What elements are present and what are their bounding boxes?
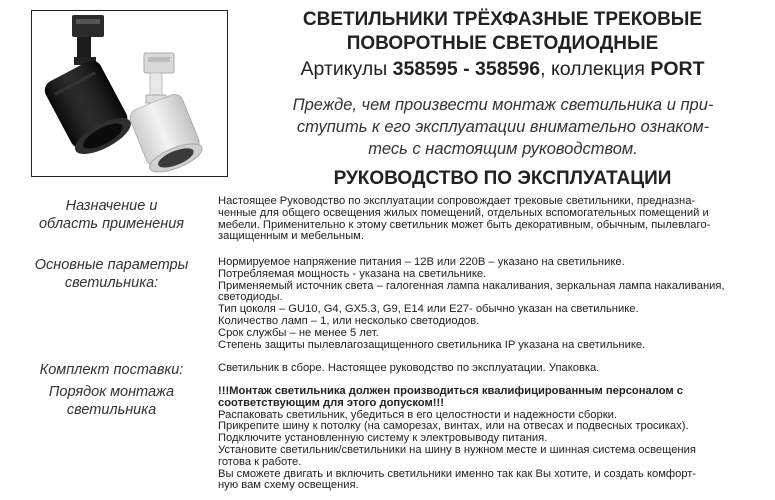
text-line: Количество ламп – 1, или несколько светодиодов.: [218, 314, 480, 327]
warning-line: Прежде, чем произвести монтаж светильника и при-: [292, 96, 714, 114]
safety-warning-line: соответствующим для этого допуском!!!: [218, 396, 444, 409]
text-line: мебели. Применительно к этому светильник может быть декоративным, обычным, пылевлаго-: [218, 218, 711, 231]
text-line: Нормируемое напряжение питания – 12В или 220В – указано на светильнике.: [218, 256, 625, 268]
text-line: Настоящее Руководство по эксплуатации сопровождает трековые светильники, предназна-: [218, 195, 696, 207]
warning-line: тесь с настоящим руководством.: [368, 140, 638, 158]
installation-label-line: Порядок монтажа: [48, 384, 175, 400]
articles-line: [235, 56, 770, 82]
package-text: [218, 363, 758, 375]
text-line: Прикрепите шину к потолку (на саморезах, винтах, или на отвесах и подвесных тросиках).: [218, 420, 689, 433]
parameters-label-line: Основные параметры: [34, 257, 189, 273]
text-line: Применяемый источник света – галогенная лампа накаливания, зеркальная лампа накаливания,: [218, 279, 725, 292]
purpose-label-line: Назначение и: [65, 198, 158, 214]
text-line: Потребляемая мощность - указана на светильнике.: [218, 267, 487, 280]
text-line: ченные для общего освещения жилых помещений, отдельных вспомогательных помещений и: [218, 206, 709, 219]
text-line: готова к работе.: [218, 455, 302, 468]
text-line: Подключите установленную систему к электровыводу питания.: [218, 432, 548, 445]
purpose-label-line: область применения: [38, 216, 185, 232]
warning-line: ступить к его эксплуатации внимательно ознаком-: [296, 118, 710, 136]
text-line: Срок службы – не менее 5 лет.: [218, 326, 379, 339]
purpose-text: [218, 196, 758, 243]
installation-label: [18, 383, 205, 419]
product-photo: [31, 10, 228, 177]
text-line: светодиоды.: [218, 291, 283, 304]
title-line-1: СВЕТИЛЬНИКИ ТРЁХФАЗНЫЕ ТРЕКОВЫЕ: [302, 9, 703, 30]
text-line: Вы сможете двигать и включить светильники именно так как Вы хотите, и создать комфорт-: [218, 467, 697, 480]
text-line: ную вам схему освещения.: [218, 479, 359, 492]
manual-title: РУКОВОДСТВО ПО ЭКСПЛУАТАЦИИ: [333, 168, 672, 189]
articles-prefix: Артикулы: [300, 58, 393, 80]
purpose-label: [18, 197, 205, 233]
text-line: Светильник в сборе. Настоящее руководство по эксплуатации. Упаковка.: [218, 362, 600, 374]
collection-prefix: , коллекция: [540, 58, 651, 80]
text-line: защищенным и мебельным.: [218, 230, 364, 243]
text-line: Степень защиты пылевлагозащищенного светильника IP указана на светильнике.: [218, 338, 646, 351]
collection-name: PORT: [650, 58, 705, 80]
text-line: Установите светильник/светильники на шину в нужном месте и шинная система освещения: [218, 443, 696, 456]
parameters-label: [18, 256, 205, 292]
safety-warning-line: !!!Монтаж светильника должен производиться квалифицированным персоналом с: [218, 385, 683, 397]
document-header: [235, 8, 770, 82]
package-label: Комплект поставки:: [39, 362, 184, 378]
track-light-illustration: [32, 11, 228, 177]
text-line: Распаковать светильник, убедиться в его целостности и надежности сборки.: [218, 408, 617, 421]
parameters-label-line: светильника:: [64, 275, 159, 291]
parameters-text: [218, 257, 758, 351]
text-line: Тип цоколя – GU10, G4, GX5.3, G9, E14 или E27- обычно указан на светильнике.: [218, 303, 639, 316]
installation-label-line: светильника: [66, 402, 157, 418]
article-numbers: 358595 - 358596: [392, 58, 541, 80]
installation-text: [218, 386, 758, 492]
warning-note: [253, 94, 753, 160]
title-line-2: ПОВОРОТНЫЕ СВЕТОДИОДНЫЕ: [346, 33, 659, 54]
